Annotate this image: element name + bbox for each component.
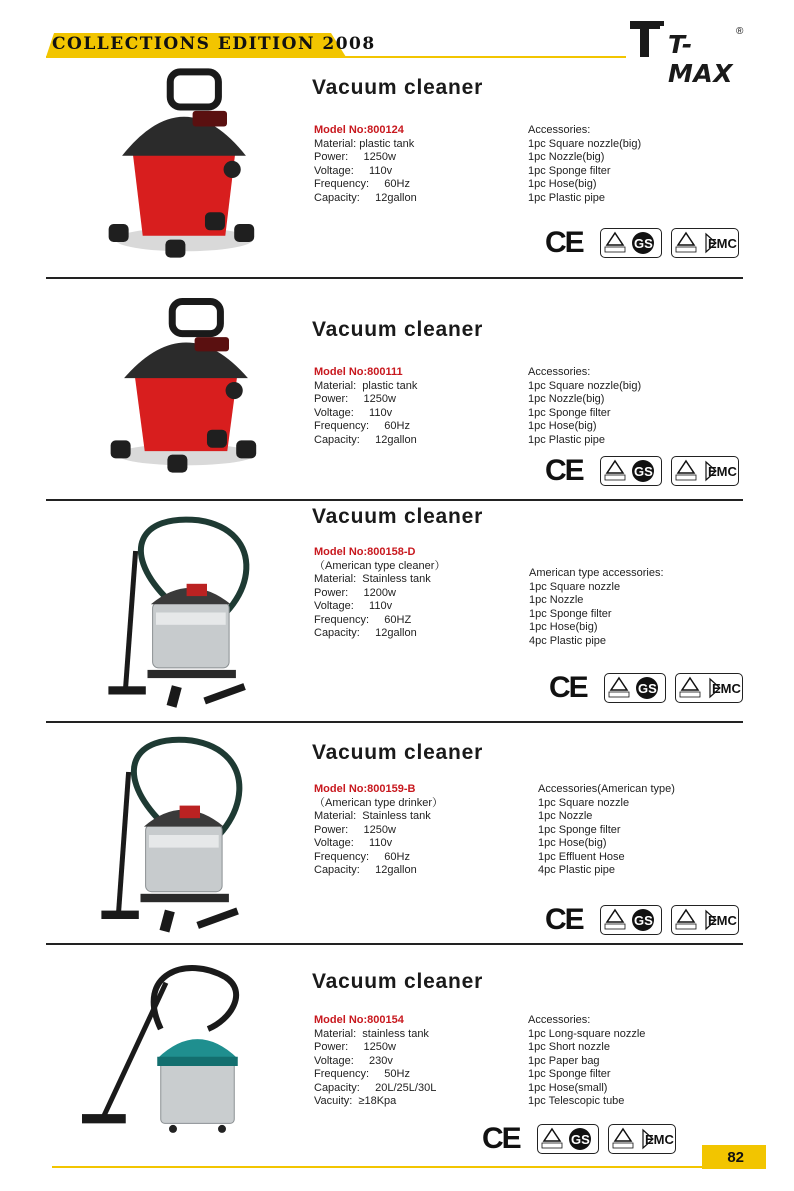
product-image [105, 510, 275, 715]
spec-line: Material: plastic tank [314, 379, 418, 392]
model-number: Model No:800159-B [314, 783, 416, 795]
accessory-heading: Accessories: [528, 1014, 591, 1026]
spec-line: Frequency: 60HZ [314, 613, 412, 626]
model-number: Model No:800124 [314, 124, 404, 136]
spec-line: Frequency: 60Hz [314, 178, 410, 190]
spec-line: Voltage: 110v [314, 837, 393, 849]
svg-text:EMC: EMC [712, 681, 741, 696]
spec-line: Frequency: 60Hz [314, 420, 410, 432]
svg-text:GS: GS [634, 913, 653, 928]
svg-text:EMC: EMC [708, 464, 737, 479]
gs-mark-icon [600, 228, 662, 258]
spec-line: Capacity: 12gallon [314, 433, 417, 446]
hammer-icon [628, 18, 668, 60]
footer-rule [52, 1166, 742, 1168]
spec-line: Power: 1200w [314, 586, 396, 599]
emc-mark-icon [671, 456, 739, 486]
spec-line: Capacity: 12gallon [314, 864, 417, 876]
accessory-item: 1pc Sponge filter [538, 823, 621, 836]
section-divider [46, 499, 743, 501]
model-number: Model No:800158-D [314, 546, 416, 558]
svg-text:GS: GS [634, 236, 653, 251]
product-title: Vacuum cleaner [312, 741, 484, 764]
spec-line: Power: 1250w [314, 1041, 396, 1053]
certification-marks [545, 903, 745, 937]
svg-text:EMC: EMC [708, 913, 737, 928]
accessory-list [528, 1014, 645, 1109]
accessory-item: 1pc Plastic pipe [528, 433, 606, 446]
spec-line: Material: stainless tank [314, 1027, 429, 1040]
ce-mark-icon: CE [482, 1122, 520, 1155]
spec-line: Vacuity: ≥18Kpa [314, 1095, 397, 1107]
accessory-item: 4pc Plastic pipe [529, 634, 607, 647]
header-title: COLLECTIONS EDITION 2008 [52, 34, 376, 54]
spec-line: Frequency: 50Hz [314, 1068, 410, 1080]
brand-name: T-MAX [668, 30, 734, 88]
emc-mark-icon [608, 1124, 676, 1154]
spec-list [314, 1014, 436, 1109]
spec-list [314, 783, 443, 878]
accessory-item: 1pc Hose(big) [529, 621, 598, 633]
product-title: Vacuum cleaner [312, 76, 484, 99]
accessory-item: 1pc Square nozzle(big) [528, 379, 642, 392]
spec-line: Capacity: 12gallon [314, 627, 417, 639]
registered-mark: ® [736, 26, 744, 37]
spec-line: Material: plastic tank [314, 137, 415, 150]
accessory-list [529, 567, 664, 648]
gs-mark-icon [537, 1124, 599, 1154]
accessory-item: 1pc Nozzle [538, 810, 593, 822]
accessory-list [528, 366, 641, 447]
section-divider [46, 943, 743, 945]
brand-logo [628, 18, 748, 88]
accessory-item: 1pc Hose(small) [528, 1081, 608, 1094]
spec-line: （American type cleaner） [314, 559, 446, 572]
product-title: Vacuum cleaner [312, 970, 484, 993]
certification-marks [482, 1122, 682, 1156]
accessory-item: 1pc Telescopic tube [528, 1095, 625, 1107]
accessory-item: 1pc Effluent Hose [538, 850, 625, 863]
svg-text:EMC: EMC [645, 1132, 674, 1147]
accessory-item: 1pc Sponge filter [528, 406, 611, 419]
accessory-heading: Accessories: [528, 124, 591, 136]
accessory-heading: American type accessories: [529, 567, 664, 579]
spec-list [314, 366, 417, 447]
ce-mark-icon: CE [545, 226, 583, 259]
emc-mark-icon [671, 228, 739, 258]
model-number: Model No:800111 [314, 366, 403, 378]
spec-line: Voltage: 110v [314, 406, 393, 419]
accessory-item: 1pc Hose(big) [538, 837, 607, 849]
page-number: 82 [702, 1145, 766, 1169]
spec-line: Material: Stainless tank [314, 810, 431, 822]
accessory-item: 1pc Square nozzle(big) [528, 137, 642, 150]
emc-mark-icon [675, 673, 743, 703]
accessory-item: 1pc Hose(big) [528, 178, 597, 190]
svg-text:GS: GS [638, 681, 657, 696]
accessory-item: 1pc Short nozzle [528, 1041, 610, 1053]
accessory-heading: Accessories(American type) [538, 783, 675, 795]
spec-line: Capacity: 12gallon [314, 191, 417, 204]
spec-list [314, 124, 417, 205]
accessory-item: 1pc Sponge filter [528, 164, 611, 177]
accessory-heading: Accessories: [528, 366, 591, 378]
svg-text:GS: GS [634, 464, 653, 479]
svg-text:EMC: EMC [708, 236, 737, 251]
spec-line: Voltage: 110v [314, 164, 393, 177]
ce-mark-icon: CE [549, 671, 587, 704]
product-image [98, 68, 270, 263]
product-image [98, 730, 268, 940]
certification-marks [545, 454, 745, 488]
ce-mark-icon: CE [545, 903, 583, 936]
certification-marks [545, 226, 745, 260]
model-number: Model No:800154 [314, 1014, 404, 1026]
accessory-item: 1pc Nozzle(big) [528, 151, 605, 163]
spec-line: （American type drinker） [314, 796, 443, 809]
product-title: Vacuum cleaner [312, 318, 484, 341]
accessory-item: 1pc Plastic pipe [528, 191, 606, 204]
product-title: Vacuum cleaner [312, 505, 484, 528]
accessory-list [538, 783, 675, 878]
spec-line: Voltage: 230v [314, 1054, 393, 1067]
section-divider [46, 721, 743, 723]
product-image [82, 955, 257, 1140]
gs-mark-icon [604, 673, 666, 703]
product-image [100, 298, 272, 476]
accessory-item: 1pc Nozzle [529, 594, 584, 606]
accessory-item: 4pc Plastic pipe [538, 864, 616, 876]
emc-mark-icon [671, 905, 739, 935]
accessory-item: 1pc Long-square nozzle [528, 1027, 646, 1040]
spec-line: Power: 1250w [314, 823, 396, 836]
accessory-item: 1pc Square nozzle [538, 796, 630, 809]
gs-mark-icon [600, 456, 662, 486]
spec-line: Power: 1250w [314, 151, 396, 163]
accessory-item: 1pc Hose(big) [528, 420, 597, 432]
accessory-item: 1pc Sponge filter [528, 1068, 611, 1080]
accessory-item: 1pc Sponge filter [529, 607, 612, 620]
accessory-item: 1pc Paper bag [528, 1054, 600, 1067]
gs-mark-icon [600, 905, 662, 935]
accessory-item: 1pc Nozzle(big) [528, 393, 605, 405]
spec-line: Voltage: 110v [314, 600, 393, 612]
spec-line: Frequency: 60Hz [314, 850, 410, 863]
accessory-list [528, 124, 641, 205]
header-rule [46, 56, 626, 58]
ce-mark-icon: CE [545, 454, 583, 487]
spec-line: Power: 1250w [314, 393, 396, 405]
spec-line: Material: Stainless tank [314, 573, 431, 585]
accessory-item: 1pc Square nozzle [529, 580, 621, 593]
spec-line: Capacity: 20L/25L/30L [314, 1081, 437, 1094]
certification-marks [549, 671, 749, 705]
section-divider [46, 277, 743, 279]
svg-text:GS: GS [571, 1132, 590, 1147]
spec-list [314, 546, 445, 641]
